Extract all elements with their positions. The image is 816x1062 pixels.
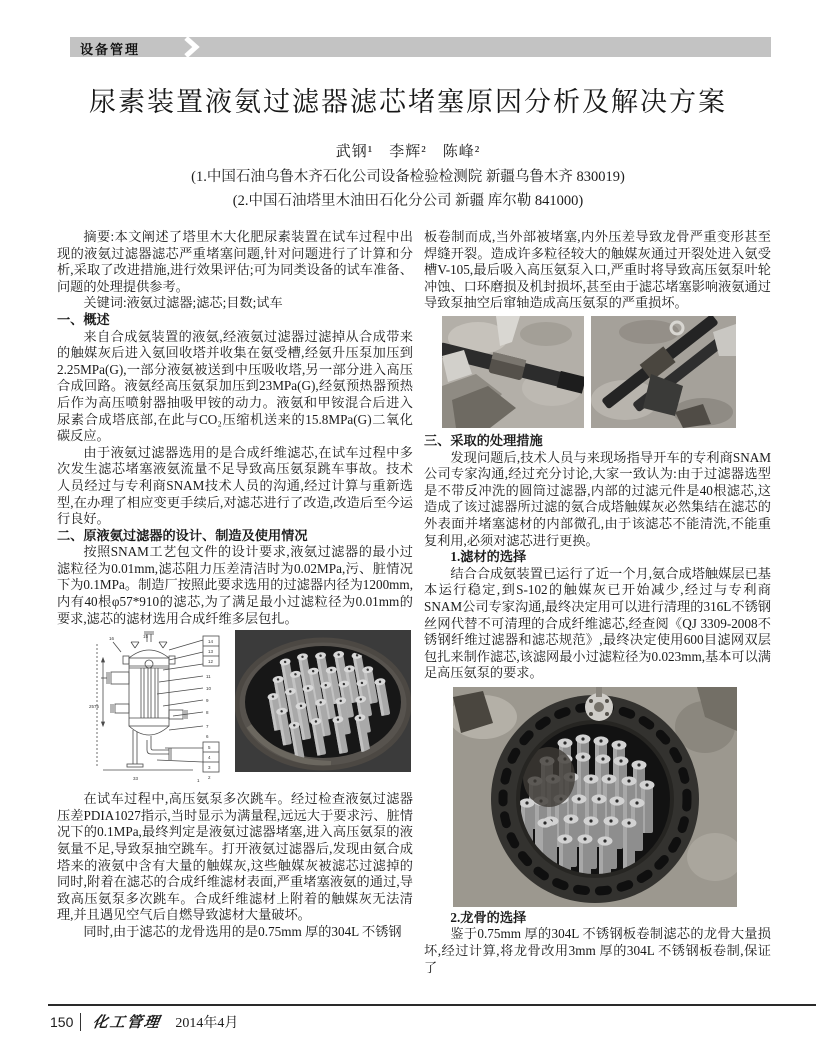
- page-number: 150: [50, 1013, 81, 1031]
- svg-text:10: 10: [206, 686, 212, 692]
- footer-rule: [48, 1004, 816, 1006]
- svg-text:7: 7: [206, 724, 209, 730]
- svg-text:5: 5: [208, 745, 211, 751]
- keywords-line: 关键词:液氨过滤器;滤芯;目数;试车: [83, 295, 283, 311]
- body-paragraph: 鉴于0.75mm 厚的304L 不锈钢板卷制滤芯的龙骨大量损坏,经过计算,将龙骨改用3mm 厚的304L 不锈钢板卷制,保证了: [424, 926, 771, 975]
- abstract-paragraph: 摘要:本文阐述了塔里木大化肥尿素装置在试车过程中出现的液氨过滤器滤芯严重堵塞问题,针对问题进行了计算和分析,采取了改进措施,进行效果评估;可为同类设备的试车准备、问题的处理提供参考。: [57, 229, 413, 294]
- svg-text:4: 4: [208, 755, 211, 761]
- svg-text:15: 15: [143, 634, 149, 640]
- affiliation-1: (1.中国石油乌鲁木齐石化公司设备检验检测院 新疆乌鲁木齐 830019): [191, 169, 625, 185]
- body-paragraph: 同时,由于滤芯的龙骨选用的是0.75mm 厚的304L 不锈钢: [83, 924, 402, 939]
- svg-text:1: 1: [197, 778, 200, 784]
- svg-text:2: 2: [208, 775, 211, 781]
- svg-text:11: 11: [206, 674, 211, 680]
- left-column: [57, 229, 413, 941]
- right-column: [424, 229, 771, 976]
- authors-line: 武钢¹ 李辉² 陈峰²: [335, 144, 481, 160]
- subsection-1-heading: 1.滤材的选择: [450, 549, 527, 565]
- svg-text:33: 33: [133, 776, 139, 782]
- body-paragraph: 板卷制而成,当外部被堵塞,内外压差导致龙骨严重变形甚至焊缝开裂。造成许多粒径较大的触媒灰通过开裂处进入氨受槽V-105,最后吸入高压氨泵入口,严重时将导致高压氨泵叶轮冲蚀、口环磨损及机封损坏,甚至由于滤芯堵塞影响液氨通过导致泵抽空后窜轴造成高压氨泵的严重损坏。: [424, 229, 771, 311]
- page-title: 尿素装置液氨过滤器滤芯堵塞原因分析及解决方案: [89, 87, 727, 117]
- body-paragraph: 结合合成氨装置已运行了近一个月,氨合成塔触媒层已基本运行稳定,到S-102的触媒灰已开始减少,经过与专利商SNAM公司专家沟通,最终决定用可以进行清理的316L不锈钢丝网代替不可清理的合成纤维滤芯,经查阅《QJ 3309-2008不锈钢纤维过滤器和滤芯规范》,最终决定使用600目滤网双层包扎来制作滤芯,该滤网最小过滤粒径为0.023mm,基本可以满足高压氨泵的要求。: [424, 565, 771, 681]
- subsection-2-heading: 2.龙骨的选择: [450, 909, 527, 925]
- section-2-heading: 二、原液氨过滤器的设计、制造及使用情况: [57, 527, 308, 543]
- body-paragraph: 由于液氨过滤器选用的是合成纤维滤芯,在试车过程中多次发生滤芯堵塞液氨流量不足导致高压氨泵跳车事故。技术人员经过与专利商SNAM技术人员的沟通,经过计算与重新选型,在办理了相应变更手续后,对滤芯进行了改造,改造后至今运行良好。: [57, 444, 413, 527]
- chevron-right-icon: [180, 37, 214, 57]
- photo-damaged-cartridge-1: [442, 316, 584, 428]
- svg-text:2575: 2575: [89, 704, 100, 710]
- svg-text:12: 12: [208, 659, 214, 665]
- photo-damaged-cartridge-2: [591, 316, 736, 428]
- section-tag-bar: [70, 37, 771, 57]
- svg-text:14: 14: [208, 639, 214, 645]
- journal-name: 化工管理: [92, 1015, 163, 1031]
- footer: [50, 1011, 238, 1032]
- svg-text:13: 13: [208, 649, 214, 655]
- filter-vessel-drawing: [73, 630, 225, 788]
- figure-row: [73, 630, 413, 788]
- body-paragraph: 来自合成氨装置的液氨,经液氨过滤器过滤掉从合成带来的触媒灰后进入氨回收塔并收集在氨受槽,经氨升压泵加压到2.25MPa(G),一部分液氨被送到中压吸收塔,另一部分进入高压合成回路。液氨经高压氨泵加压到23MPa(G),经氨预热器预热后作为高压喷射器抽吸甲铵的动力。液氨和甲铵混合后进入尿素合成塔底部,在此与CO₂压缩机送来的15.8MPa(G)二氧化碳反应。: [57, 328, 413, 444]
- svg-text:16: 16: [109, 636, 115, 642]
- photo-cartridges-in-vessel: [235, 630, 411, 772]
- figure-row: [442, 316, 771, 428]
- svg-text:6: 6: [206, 734, 209, 740]
- section-tag-label: 设备管理: [80, 42, 141, 57]
- affiliation-2: (2.中国石油塔里木油田石化分公司 新疆 库尔勒 841000): [232, 193, 584, 209]
- body-paragraph: 在试车过程中,高压氨泵多次跳车。经过检查液氨过滤器压差PDIA1027指示,当时显示为满量程,远远大于要求污、脏情况下的0.1MPa,最终判定是液氨过滤器堵塞,进入高压氨泵的液氨量不足,导致泵抽空跳车。打开液氨过滤器后,发现由氨合成塔来的液氨中含有大量的触媒灰,这些触媒灰被滤芯过滤掉的同时,附着在滤芯的合成纤维滤材表面,严重堵塞液氨的通过,导致高压氨泵多次跳车。合成纤维滤材上附着的触媒灰无法清理,并且遇见空气后自燃导致滤材大量破坏。: [57, 791, 413, 923]
- section-1-heading: 一、概述: [57, 311, 110, 327]
- body-paragraph: 按照SNAM工艺包文件的设计要求,液氨过滤器的最小过滤粒径为0.01mm,滤芯阻力压差清洁时为0.02MPa,污、脏情况下为0.1MPa。制造厂按照此要求选用的过滤器内径为1200mm,内有40根φ57*910的滤芯,为了满足最小过滤粒径为0.01mm的要求,滤芯的滤材选用合成纤维多层包扎。: [57, 544, 413, 626]
- photo-filter-flange-top-view: [453, 687, 737, 907]
- svg-text:8: 8: [206, 710, 209, 716]
- section-3-heading: 三、采取的处理措施: [424, 432, 543, 448]
- figure-big: [453, 687, 771, 907]
- body-paragraph: 发现问题后,技术人员与来现场指导开车的专利商SNAM公司专家沟通,经过充分讨论,大家一致认为:由于过滤器选型是不带反冲洗的圆筒过滤器,内部的过滤元件是40根滤芯,这造成了该过滤器所过滤的氨合成塔触媒灰必然集结在滤芯的外表面并堵塞滤材的内部微孔,由于该滤芯不能清洗,不能重复利用,必须对滤芯进行更换。: [424, 449, 771, 548]
- svg-text:3: 3: [208, 765, 211, 771]
- svg-text:9: 9: [206, 698, 209, 704]
- issue-date: 2014年4月: [175, 1015, 239, 1031]
